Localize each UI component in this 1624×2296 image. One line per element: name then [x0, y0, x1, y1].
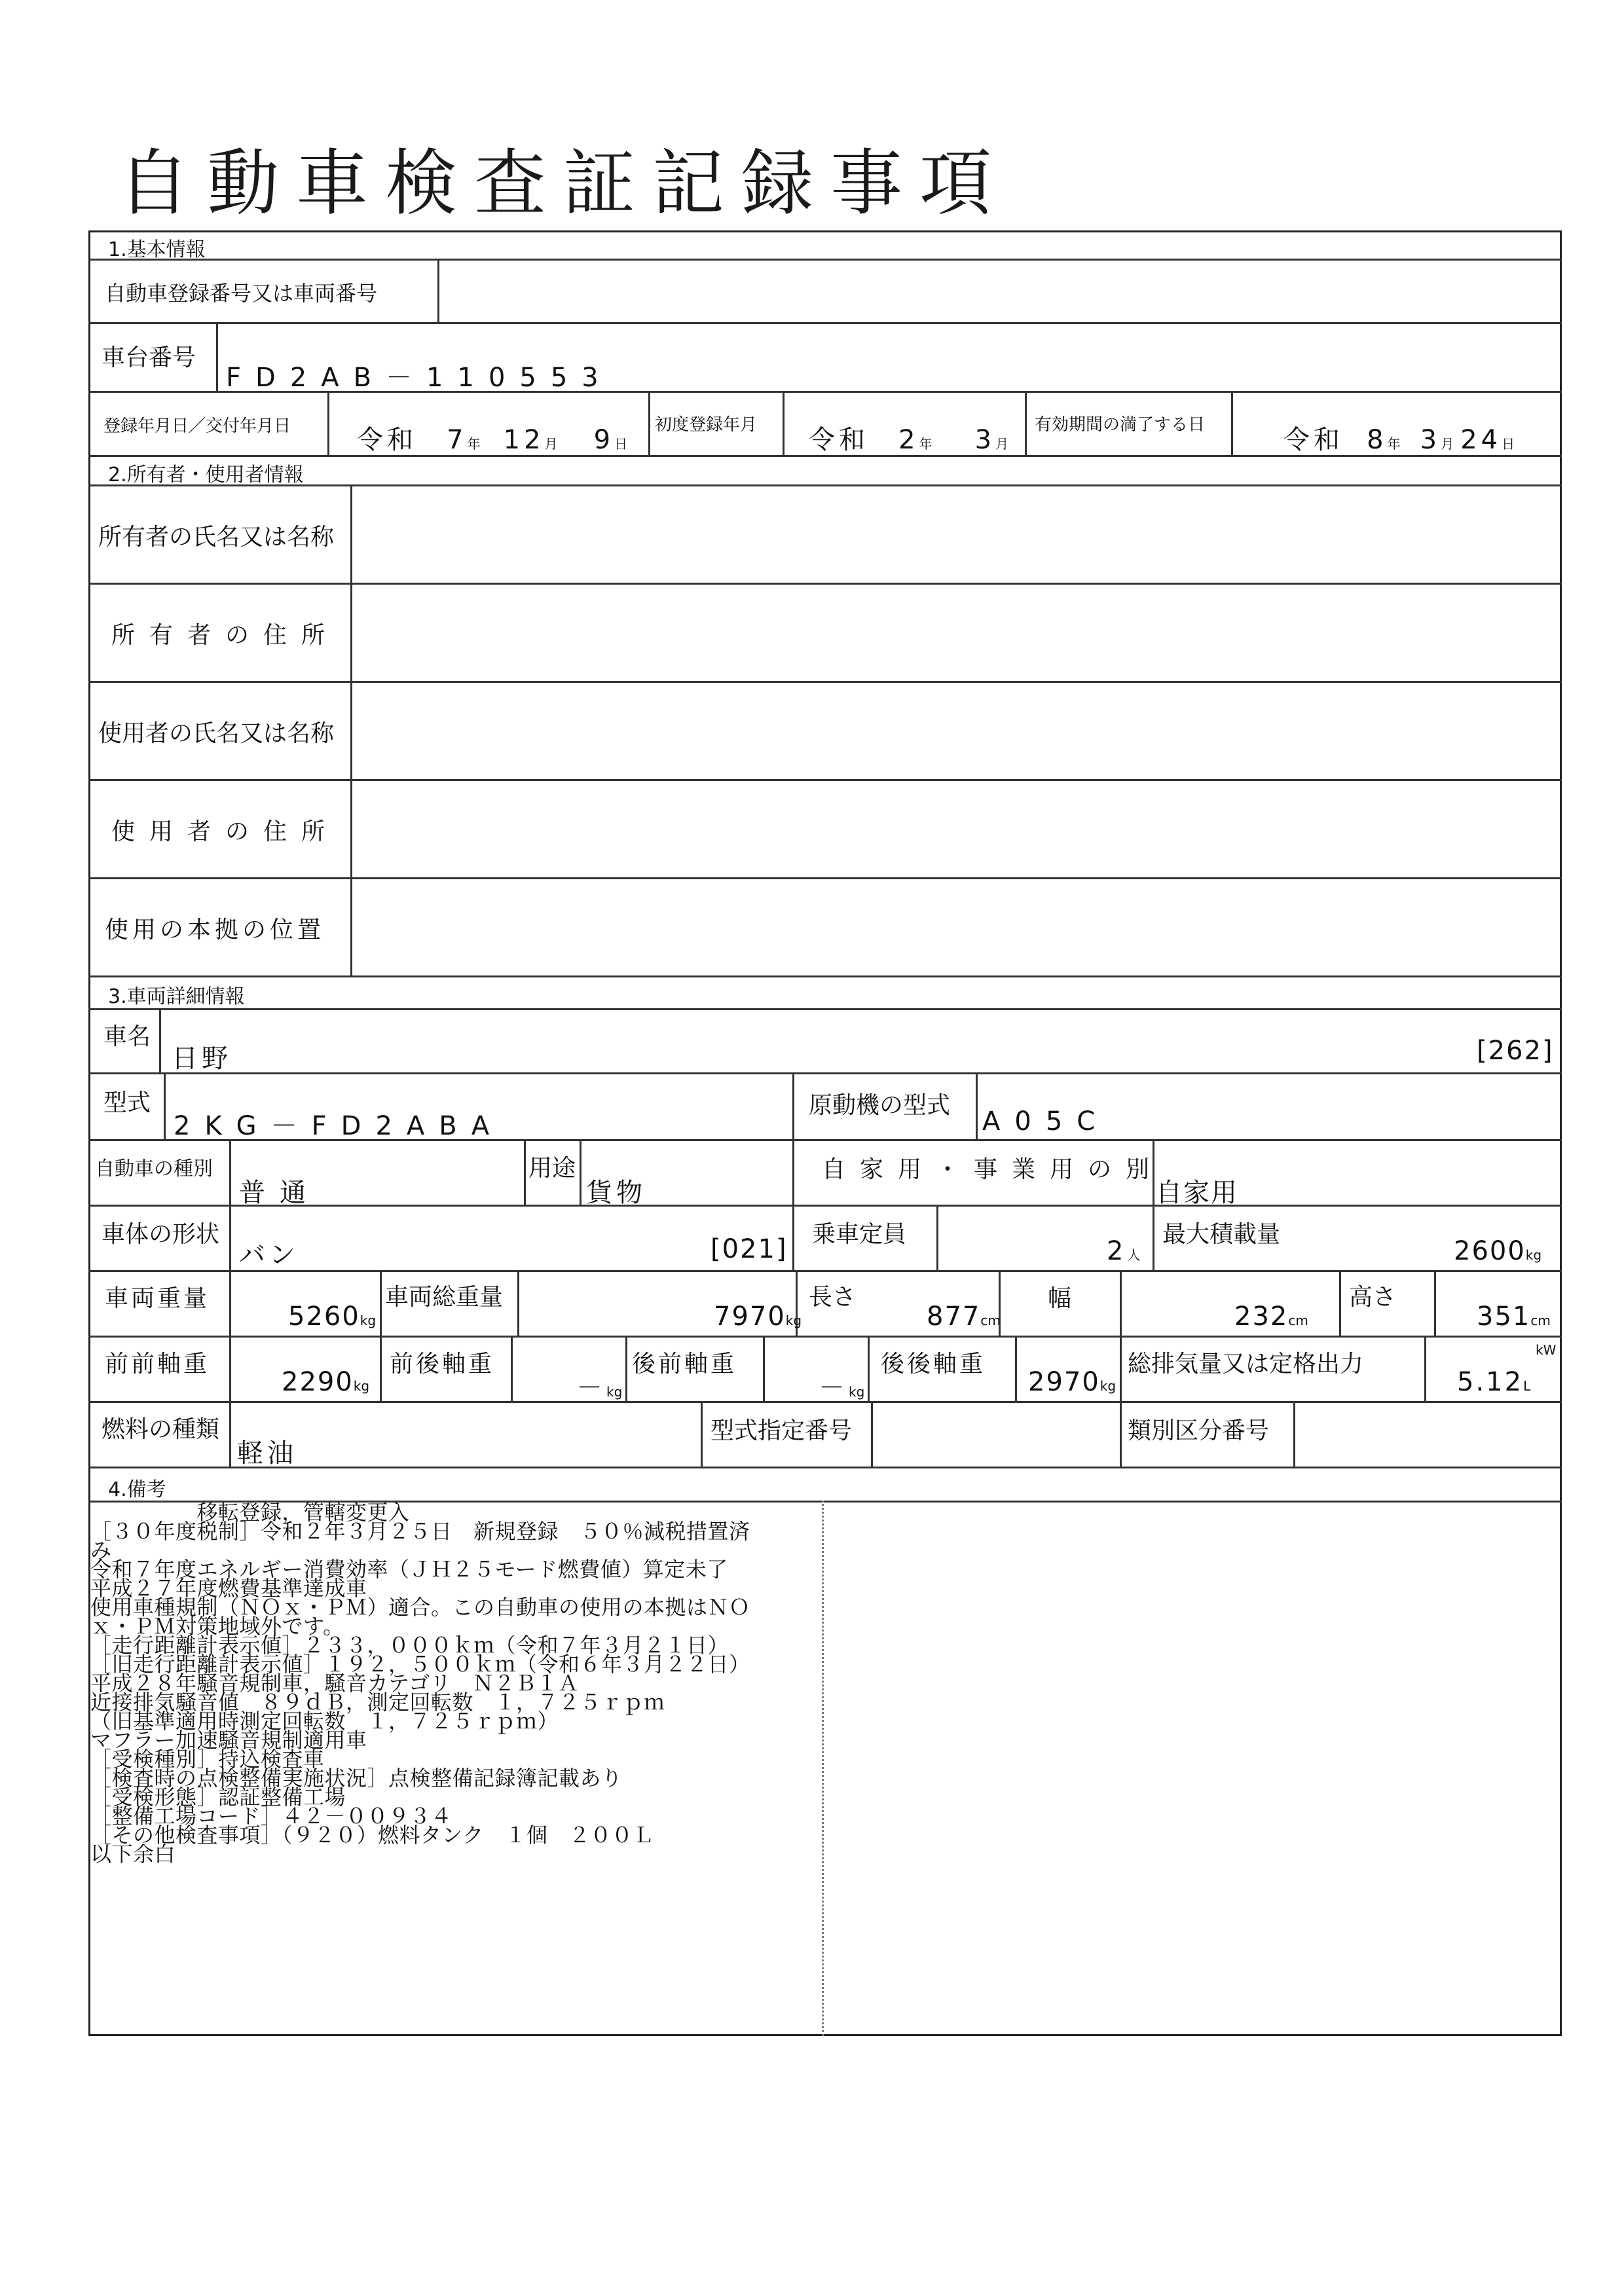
divider	[1153, 1205, 1154, 1270]
displacement-value	[1457, 1367, 1530, 1397]
divider	[229, 1270, 231, 1336]
remarks-line: ［走行距離計表示値］２３３，０００ｋｍ（令和７年３月２１日）	[90, 1633, 729, 1658]
remarks-line: ［その他検査事項］（９２０）燃料タンク １個 ２００Ｌ	[90, 1823, 654, 1848]
divider	[792, 1072, 794, 1139]
front-rear-axle-label: 前後軸重	[390, 1351, 495, 1377]
remarks-line: ［受検形態］認証整備工場	[90, 1785, 346, 1810]
divider	[792, 1205, 794, 1270]
year-unit: 年	[1387, 436, 1401, 452]
kg-unit: kg	[353, 1378, 370, 1394]
first-registration-label: 初度登録年月	[655, 415, 758, 435]
fuel-type-value: 軽油	[237, 1438, 297, 1468]
height-value	[1477, 1302, 1551, 1332]
month: 3	[1420, 425, 1441, 455]
front-rear-axle-value	[576, 1367, 622, 1404]
divider	[517, 1270, 519, 1336]
kg-unit: kg	[360, 1313, 377, 1328]
remarks-line: マフラー加速騒音規制適用車	[90, 1728, 367, 1753]
remarks-line: 使用車種規制（ＮＯｘ・ＰＭ）適合。この自動車の使用の本拠はＮＯ	[90, 1595, 750, 1620]
divider	[88, 259, 1562, 261]
vehicle-name-value: 日野	[172, 1044, 232, 1074]
height-label: 高さ	[1349, 1284, 1397, 1311]
remarks-line: ［旧走行距離計表示値］１９２，５００ｋｍ（令和６年３月２２日）	[90, 1652, 750, 1677]
divider	[936, 1205, 938, 1270]
section-header-basic: 1.基本情報	[108, 238, 206, 261]
vehicle-weight-label: 車両重量	[105, 1285, 210, 1312]
divider	[88, 779, 1562, 781]
seating-count: 2	[1107, 1236, 1128, 1266]
seating-capacity-label: 乗車定員	[812, 1221, 907, 1248]
month-unit: 月	[544, 436, 558, 452]
divider	[1424, 1336, 1426, 1401]
divider	[88, 1336, 1562, 1338]
day-unit: 日	[1502, 436, 1515, 452]
private-business-label: 自家用・事業用の別	[822, 1156, 1164, 1183]
seating-unit: 人	[1127, 1247, 1141, 1263]
vehicle-name-code: [262]	[1477, 1036, 1554, 1066]
month-unit: 月	[1441, 436, 1454, 452]
base-location-label: 使用の本拠の位置	[105, 917, 325, 943]
engine-model-value: A05C	[982, 1106, 1110, 1137]
divider	[88, 322, 1562, 324]
type-designation-label: 型式指定番号	[710, 1417, 853, 1444]
front-front-axle-value	[282, 1367, 369, 1397]
divider	[88, 583, 1562, 585]
divider	[763, 1336, 765, 1401]
day: 24	[1460, 425, 1502, 455]
divider	[580, 1139, 581, 1205]
rear-rear-axle-label: 後後軸重	[881, 1351, 986, 1377]
width-label: 幅	[1048, 1285, 1072, 1312]
vehicle-name-label: 車名	[103, 1023, 151, 1050]
remarks-column-divider	[822, 1501, 824, 2036]
divider	[229, 1139, 231, 1205]
remarks-line: ［受検種別］持込検査車	[90, 1747, 325, 1772]
divider	[88, 877, 1562, 879]
month-unit: 月	[995, 436, 1009, 452]
registration-date-value	[357, 419, 627, 456]
displacement-number: 5.12	[1457, 1367, 1524, 1397]
private-business-value: 自家用	[1156, 1178, 1238, 1208]
divider	[1434, 1270, 1436, 1336]
kg-unit: kg	[1525, 1247, 1542, 1263]
max-load-label: 最大積載量	[1162, 1221, 1281, 1248]
remarks-line: 移転登録，管轄変更入	[90, 1500, 410, 1525]
kg-unit: kg	[849, 1384, 865, 1400]
divider	[1120, 1401, 1122, 1467]
max-load-value	[1454, 1236, 1541, 1266]
remarks-line: 平成２８年騒音規制車，騒音カテゴリ Ｎ２Ｂ１Ａ	[90, 1671, 580, 1696]
rf-number: －	[819, 1373, 849, 1403]
body-shape-code: [021]	[710, 1234, 788, 1264]
length-number: 877	[927, 1302, 981, 1332]
gross-weight-label: 車両総重量	[385, 1284, 504, 1311]
day-unit: 日	[614, 436, 628, 452]
displacement-label: 総排気量又は定格出力	[1128, 1351, 1364, 1377]
era: 令和	[357, 425, 417, 455]
vehicle-kind-value: 普通	[239, 1178, 320, 1208]
weight-number: 5260	[288, 1302, 360, 1332]
body-shape-label: 車体の形状	[101, 1221, 220, 1248]
max-load-number: 2600	[1454, 1236, 1526, 1266]
section-header-vehicle: 3.車両詳細情報	[108, 985, 245, 1008]
engine-model-label: 原動機の型式	[809, 1092, 951, 1119]
remarks-line: 平成２７年度燃費基準達成車	[90, 1576, 367, 1601]
document-title: 自動車検査証記録事項	[118, 141, 1008, 225]
divider	[1120, 1336, 1122, 1401]
liter-unit: L	[1523, 1378, 1531, 1394]
year: 2	[898, 425, 919, 455]
divider	[868, 1336, 870, 1401]
divider	[350, 484, 352, 975]
divider	[216, 322, 218, 391]
divider	[625, 1336, 627, 1401]
year-unit: 年	[919, 436, 932, 452]
year: 8	[1367, 425, 1388, 455]
cm-unit: cm	[1288, 1313, 1308, 1328]
remarks-line: み	[90, 1538, 112, 1563]
month: 12	[503, 425, 545, 455]
year-unit: 年	[467, 436, 481, 452]
divider	[229, 1336, 231, 1401]
use-value: 貨物	[586, 1178, 646, 1208]
remarks-line: ｘ・ＰＭ対策地域外です。	[90, 1614, 344, 1639]
divider	[88, 484, 1562, 486]
divider	[229, 1205, 231, 1270]
expiry-date-value	[1283, 419, 1515, 456]
divider	[871, 1401, 873, 1467]
vehicle-weight-value	[288, 1302, 376, 1332]
gross-weight-value	[714, 1302, 802, 1332]
length-value	[927, 1302, 1001, 1332]
model-label: 型式	[103, 1089, 151, 1116]
divider	[1015, 1336, 1017, 1401]
seating-capacity-value	[1107, 1236, 1140, 1266]
user-name-label: 使用者の氏名又は名称	[98, 720, 335, 747]
remarks-line: （旧基準適用時測定回転数 １，７２５ｒｐｍ）	[90, 1709, 559, 1734]
era: 令和	[809, 425, 869, 455]
divider	[511, 1336, 513, 1401]
cm-unit: cm	[1530, 1313, 1551, 1328]
remarks-line: 令和７年度エネルギー消費効率（ＪＨ２５モード燃費値）算定未了	[90, 1557, 728, 1582]
section-header-remarks: 4.備考	[108, 1478, 166, 1501]
divider	[229, 1401, 231, 1467]
kg-unit: kg	[785, 1313, 802, 1328]
divider	[648, 391, 650, 455]
divider	[88, 1467, 1562, 1468]
user-address-label: 使用者の住所	[111, 818, 340, 845]
kw-unit: kW	[1536, 1342, 1557, 1358]
divider	[1025, 391, 1027, 455]
divider	[1293, 1401, 1295, 1467]
year: 7	[447, 425, 468, 455]
divider	[783, 391, 784, 455]
model-value: 2KG－FD2ABA	[174, 1111, 504, 1141]
kg-unit: kg	[1099, 1378, 1116, 1394]
divider	[524, 1139, 526, 1205]
divider	[380, 1336, 382, 1401]
divider	[1120, 1270, 1122, 1336]
remarks-line: 以下余白	[90, 1842, 176, 1867]
day: 9	[593, 425, 615, 455]
cm-unit: cm	[980, 1313, 1001, 1328]
section-header-owner: 2.所有者・使用者情報	[108, 464, 304, 486]
registration-number-label: 自動車登録番号又は車両番号	[105, 281, 378, 306]
divider	[164, 1072, 166, 1139]
month: 3	[974, 425, 996, 455]
divider	[976, 1072, 978, 1139]
length-label: 長さ	[809, 1284, 857, 1311]
height-number: 351	[1477, 1302, 1531, 1332]
ff-number: 2290	[282, 1367, 354, 1397]
rr-number: 2970	[1028, 1367, 1100, 1397]
divider	[88, 1072, 1562, 1074]
divider	[701, 1401, 703, 1467]
width-number: 232	[1234, 1302, 1289, 1332]
rear-front-axle-label: 後前軸重	[632, 1351, 737, 1377]
chassis-number-label: 車台番号	[101, 344, 196, 371]
remarks-line: ［３０年度税制］令和２年３月２５日 新規登録 ５０％減税措置済	[90, 1519, 750, 1544]
divider	[792, 1139, 794, 1205]
gross-weight-number: 7970	[714, 1302, 786, 1332]
classification-label: 類別区分番号	[1128, 1417, 1270, 1444]
remarks-list	[90, 1500, 750, 1867]
divider	[1231, 391, 1233, 455]
fr-number: －	[576, 1373, 606, 1403]
remarks-line: 近接排気騒音値 ８９ｄＢ，測定回転数 １，７２５ｒｐｍ	[90, 1690, 665, 1715]
divider	[327, 391, 329, 455]
width-value	[1234, 1302, 1308, 1332]
divider	[380, 1270, 382, 1336]
registration-date-label: 登録年月日／交付年月日	[103, 416, 291, 436]
expiry-date-label: 有効期間の満了する日	[1035, 415, 1206, 435]
divider	[88, 1008, 1562, 1010]
remarks-line: ［整備工場コード］４２－００９３４	[90, 1804, 452, 1829]
divider	[88, 681, 1562, 683]
fuel-type-label: 燃料の種類	[101, 1416, 220, 1443]
rear-front-axle-value	[819, 1367, 864, 1404]
owner-address-label: 所有者の住所	[111, 622, 340, 649]
kg-unit: kg	[606, 1384, 623, 1400]
chassis-number-value: FD2AB－110553	[226, 363, 613, 393]
divider	[437, 259, 439, 322]
body-shape-value: バン	[239, 1240, 299, 1270]
divider	[1339, 1270, 1341, 1336]
divider	[159, 1008, 161, 1072]
era: 令和	[1283, 425, 1344, 455]
front-front-axle-label: 前前軸重	[105, 1351, 210, 1377]
owner-name-label: 所有者の氏名又は名称	[98, 524, 335, 551]
remarks-line: ［検査時の点検整備実施状況］点検整備記録簿記載あり	[90, 1766, 623, 1791]
vehicle-kind-label: 自動車の種別	[95, 1157, 213, 1180]
use-label: 用途	[528, 1155, 576, 1182]
divider	[88, 975, 1562, 977]
rear-rear-axle-value	[1028, 1367, 1116, 1397]
first-registration-value	[809, 419, 1008, 456]
